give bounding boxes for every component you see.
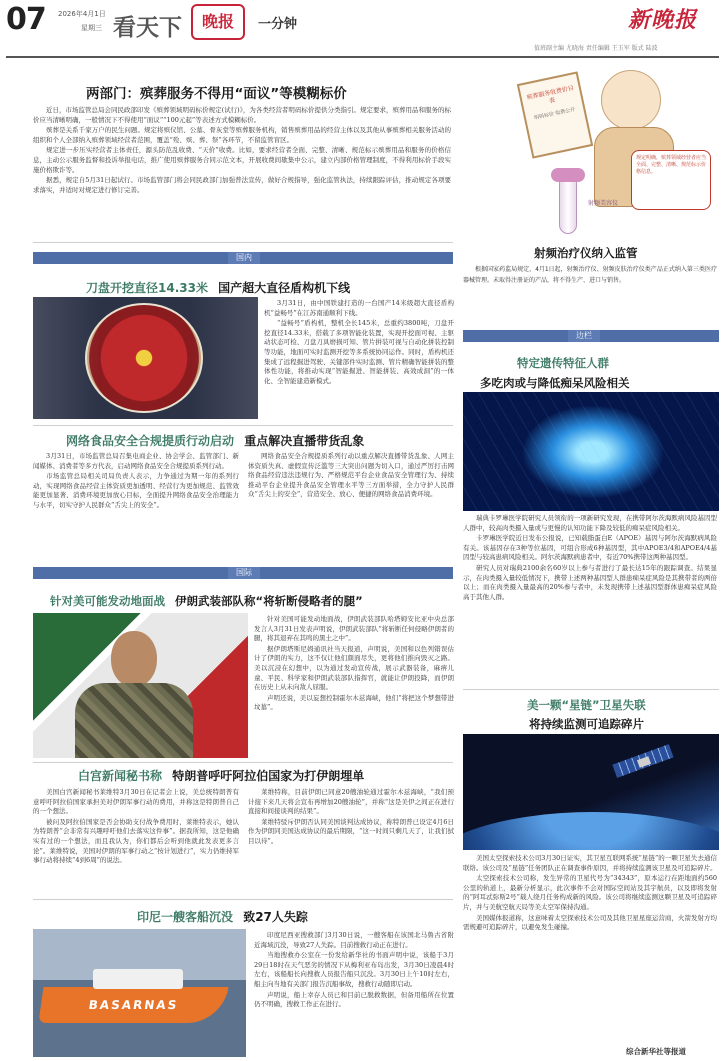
rf-device-label: 射频美容仪 bbox=[588, 200, 619, 207]
article-4-para: 市场监管总局相关司局负责人表示，力争通过为期一年的系列行动，实现网络食品经营主体资质更加透明、经营行为更加规范、监管效能更加显著、消费环境更加放心目标，全面提升网络食品安全治理能力与水平，切实守护人民群众“舌尖上的安全”。 bbox=[33, 472, 239, 509]
article-divider bbox=[33, 425, 453, 426]
article-7-para: 当地搜救办公室在一份发给新华社的书面声明中说，该船于3月29日18时在天气恶劣的情况下从梅利亚布岛出发，3月30日凌晨4时左右，该船船长向搜救人员报告船只沉没。3月30日上午10时左右，船主向当地有关部门报告沉船事故，搜救行动随即启动。 bbox=[254, 951, 454, 988]
header-divider bbox=[6, 56, 719, 58]
article-7-para: 印度尼西亚搜救部门3月30日说，一艘客船在该国北马鲁古省附近海域沉没，导致27人失踪。目前搜救行动正在进行。 bbox=[254, 931, 454, 949]
page-number: 07 bbox=[6, 2, 46, 37]
article-6-title bbox=[78, 767, 364, 784]
tbm-frame bbox=[33, 297, 258, 419]
article-9-para: 美国太空探索技术公司3月30日证实，其卫星互联网系统“星链”的一颗卫星失去通信联络。该公司及“星链”任务团队正在调查事件原因，并将持续监测该卫星及可追踪碎片。 bbox=[463, 854, 717, 872]
article-6-para: 莱维特驳斥伊朗否认同美国谈判达成协议，称特朗普已设定4月6日作为伊朗同美国达成协议的最后期限，“这一时间只剩几天了，让我们拭目以待”。 bbox=[248, 817, 454, 845]
article-7-title-lead: 印尼一艘客船沉没 bbox=[137, 910, 234, 924]
rf-device-head bbox=[551, 168, 585, 182]
article-4-body-right bbox=[248, 452, 454, 501]
article-2-para: 根据国家药监局规定，4月1日起，射频治疗仪、射频皮肤治疗仪类产品正式纳入第三类医疗器械管理。未取得注册证的产品，将不得生产、进口与销售。 bbox=[463, 266, 717, 284]
satellite-image bbox=[463, 734, 719, 850]
article-8-body bbox=[463, 514, 717, 603]
tbm-photo bbox=[33, 297, 258, 419]
article-9-title-main: 将持续监测可追踪碎片 bbox=[529, 717, 644, 731]
issue-date: 2026年4月1日 bbox=[58, 10, 106, 18]
section-stamp-text: 晚报 bbox=[201, 12, 234, 31]
article-9-para: 太空探索技术公司称，发生异常的卫星代号为“34343”，原本运行在距地面约560公里的轨道上，最新分析显示，此次事件不会对国际空间站及其宇航员，以及即将发射的“阿耳忒弥斯2号”载人绕月任务构成新的风险。该公司将继续监测这颗卫星及可追踪碎片，并与美航空航天局等美太空军保持沟通。 bbox=[463, 874, 717, 911]
spokesman-head bbox=[111, 631, 157, 687]
article-8-title-lead: 特定遗传特征人群 bbox=[517, 356, 609, 370]
article-3-para: 3月31日，由中国铁建打造的一台国产14米级超大直径盾构机“益畅号”在江苏南通顺利下线。 bbox=[264, 299, 454, 317]
article-8-para: 卡罗琳医学院近日发布公报说，已知载脂蛋白E（APOE）基因与阿尔茨海默病风险有关。该基因存在3种等位基因，可组合形成6种基因型，其中APOE3/4和APOE4/4基因型与较高患病风险相关。阿尔茨海默病患者中，有近70%携带这两种基因型。 bbox=[463, 534, 717, 562]
article-divider bbox=[33, 242, 453, 243]
article-2-body bbox=[463, 265, 717, 287]
sidebar-banner-label: 边栏 bbox=[568, 330, 600, 342]
article-7-para: 声明说，船上幸存人员已和目前已脱救数据，但备用船所在位置仍不明确，搜救工作正在进行。 bbox=[254, 990, 454, 1009]
rescue-boat-cabin bbox=[93, 969, 183, 989]
article-4-title-lead: 网络食品安全合规提质行动启动 bbox=[66, 434, 235, 448]
article-7-title-main: 致27人失踪 bbox=[243, 910, 308, 924]
international-banner-label: 国际 bbox=[228, 567, 260, 579]
article-8-para: 研究人员对瑞典2100余名60岁以上参与者进行了最长达15年的跟踪调查。结果显示，在肉类摄入量较低情况下，携带上述两种基因型人群患痴呆症风险是其携带者的两倍以上；而在肉类摄入量最高的20%参与者中，未发现携带上述基因型群体患痴呆症风险高于其他人群。 bbox=[463, 563, 717, 601]
brain-network bbox=[463, 392, 719, 511]
article-6-title-main: 特朗普呼吁阿拉伯国家为打伊朗埋单 bbox=[172, 769, 365, 783]
article-5-title bbox=[50, 593, 363, 609]
article-4-body-left bbox=[33, 452, 239, 512]
article-3-para: “益畅号”盾构机，整机全长145米，总重约3800吨，刀盘开挖直径14.33米，搭载了多项智能化装置，实现开挖面可视、主驱动状态可检、刀盘刀具磨损可知、管片拼装可视与自动化拼装控制等功能，地面可实时监测开挖等多系统协同运作。同时，盾构机还集成了远程掘进驾驶、关键部件实时监测、管片精确智能拼装的整体性功能，将推动实现“智能掘进、智能拼装、高效成洞”的一体化、全智能建造新模式。 bbox=[264, 319, 454, 385]
brain-image bbox=[463, 392, 719, 511]
article-1-para: 近日，市场监管总局会同民政部印发《殡葬领域明码标价规定(试行)》，为各类经营者明码标价提供分类指引。规定要求，殡葬用品和服务的标价应当清晰明确，一般情况下不得使用“面议”“100元起”等表述方式模糊标价。 bbox=[33, 106, 451, 124]
spokesman-uniform bbox=[75, 683, 193, 758]
article-4-title-main: 重点解决直播带货乱象 bbox=[244, 434, 365, 448]
article-5-title-lead: 针对美可能发动地面战 bbox=[50, 594, 165, 608]
newspaper-logo: 新晚报 bbox=[628, 7, 698, 33]
editor-credits: 值班副主编 尤晓海 责任编辑 王玉军 版式 陆波 bbox=[534, 45, 658, 52]
article-divider bbox=[33, 762, 453, 763]
article-1-body bbox=[33, 106, 451, 196]
article-7-body bbox=[254, 931, 454, 1011]
article-3-body bbox=[264, 299, 454, 387]
domestic-banner-label: 国内 bbox=[228, 252, 260, 264]
article-4-para: 网络食品安全合规提质系列行动以重点解决直播带货乱象、人网主体资质失真、虚假宣传泛滥等三大突出问题为切入口，通过严厉打击网络食品经营违法违规行为、严格规范平台企业食品安全管理行为、持续推动平台企业提升食品安全管理水平等三方面举措，全力守护人民群众“舌尖上的安全”，营造安全、放心、便捷的网络食品消费环境。 bbox=[248, 452, 454, 499]
article-6-para: 美国白宫新闻秘书莱维特3月30日在记者会上说，美总统特朗普有意呼吁阿拉伯国家承担美对伊朗军事行动的费用，并称这是特朗普自己的一个想法。 bbox=[33, 788, 239, 816]
article-5-para: 据伊朗塔斯尼姆通讯社当天报道，声明说，美国和以色列错误估计了伊朗的实力，这不仅让他们颜面尽失，更将他们推向毁灭之路。美以沉浸在幻想中，以为通过发动宣传战，展示武器装备，麻痹儿童、平民、科学家和伊朗武装部队指挥官，就能让伊朗投降，而伊朗在历史上从未向敌人屈服。 bbox=[254, 644, 454, 692]
article-divider bbox=[33, 899, 453, 900]
footer-source: 综合新华社等报道 bbox=[626, 1047, 686, 1056]
article-1-para: 殡葬是关系千家万户的民生问题。规定将殡仪馆、公墓、骨灰堂等殡葬服务机构，销售殡葬用品的经营主体以及其他从事殡葬相关服务活动的组织和个人全部纳入殡葬领域经营者范围，覆盖“殓、殡、葬、祭”各环节，不留监管盲区。 bbox=[33, 126, 451, 144]
article-5-para: 声明还说，美以妄想控制霍尔木兹海峡，他们“将把这个梦想带进坟墓”。 bbox=[254, 693, 454, 712]
article-6-para: 被问及阿拉伯国家是否会协助支付战争费用时，莱维特表示，她认为特朗普“会非常有兴趣呼吁他们去落实这件事”。据我所知，这是他确实有过的一个想法，而且我认为，你们都后会听到他就此发表更多言论”。莱维特说，美国对伊朗的军事行动之“按计划进行”，实力仍维持军事行动将持续“4到6周”的说法。 bbox=[33, 817, 239, 865]
article-6-body bbox=[33, 788, 454, 895]
cartoon-price-board bbox=[517, 71, 593, 158]
article-5-body bbox=[254, 615, 454, 714]
article-3-title-main: 国产超大直径盾构机下线 bbox=[218, 281, 351, 295]
article-3-title bbox=[86, 279, 350, 296]
section-stamp bbox=[191, 4, 245, 40]
article-3-title-lead: 刀盘开挖直径14.33米 bbox=[86, 281, 208, 295]
article-9-title-lead: 美一颗“星链”卫星失联 bbox=[527, 698, 646, 712]
article-1-title: 两部门：殡葬服务不得用“面议”等模糊标价 bbox=[86, 86, 347, 102]
article-1-para: 据悉，规定自5月31日起试行。市场监管部门将会同民政部门加强普法宣传，做好合规指导，强化监管执法，持续跟踪评估，推动规定各项要求落实，并适时对规定进行修订完善。 bbox=[33, 176, 451, 194]
cartoon-figure bbox=[601, 70, 661, 130]
article-9-body bbox=[463, 854, 717, 934]
article-8-para: 瑞典卡罗琳医学院研究人员领衔的一项新研究发现，在携带阿尔茨海默病风险基因型人群中，较高肉类摄入量或与更慢的认知功能下降及较低的痴呆症风险相关。 bbox=[463, 514, 717, 532]
rescue-boat-hull bbox=[38, 987, 228, 1023]
article-6-title-lead: 白宫新闻秘书称 bbox=[78, 769, 163, 783]
article-2-title: 射频治疗仪纳入监管 bbox=[534, 246, 638, 260]
spokesman-photo bbox=[33, 613, 248, 758]
header-bar bbox=[0, 0, 725, 60]
article-divider bbox=[463, 689, 719, 690]
article-8-title-main: 多吃肉或与降低痴呆风险相关 bbox=[480, 376, 630, 390]
rescue-boat-photo bbox=[33, 929, 246, 1057]
article-4-para: 3月31日，市场监管总局召集电商企业、协会学会、监管部门、新闻媒体、消费者等多方代表，启动网络食品安全合规提质系列行动。 bbox=[33, 452, 239, 470]
article-7-title bbox=[137, 908, 308, 925]
earth-horizon bbox=[463, 812, 719, 850]
article-9-para: 美国媒体报道称，这意味着太空探索技术公司及其他卫星星座运营商，火箭发射方均需规避可追踪碎片，以避免发生碰撞。 bbox=[463, 913, 717, 932]
article-4-title bbox=[66, 432, 364, 449]
issue-weekday: 星期三 bbox=[81, 24, 102, 32]
rescue-boat-name: BASARNAS bbox=[87, 998, 180, 1012]
cartoon-bubble-text: 规定明确，殡葬领域经营者应当全面、完整、清晰、规范标示价格信息。 bbox=[636, 155, 707, 175]
section-title: 看天下 bbox=[113, 15, 182, 41]
article-5-para: 针对美国可能发动地面战，伊朗武装部队哈塔姆安比亚中央总部发言人3月31日发表声明说，伊朗武装部队“将斩断任何侵略伊朗者的腿，将其退弃在其鸣的黑土之中”。 bbox=[254, 615, 454, 643]
cartoon-board-subtitle: 明码标价 收费公开 bbox=[533, 106, 576, 122]
article-5-title-main: 伊朗武装部队称“将斩断侵略者的腿” bbox=[175, 594, 363, 608]
cartoon-board-title: 殡葬服务收费价目表 bbox=[526, 84, 575, 105]
rf-device-photo bbox=[463, 168, 719, 238]
section-slogan: 一分钟 bbox=[258, 17, 298, 32]
article-6-para: 莱维特称，目前伊朗已同意20艘油轮通过霍尔木兹海峡，“我们预计接下来几天将会宣布再增加20艘油轮”，并称“这是美伊之间正在进行直接和间接谈判的结果”。 bbox=[248, 788, 454, 816]
article-1-para: 规定进一步压实经营者主体责任，源头防范乱收费、“天价”收费。比如，要求经营者全面、完整、清晰、规范标示殡葬用品和服务的价格信息，主动公示服务监督和投诉举报电话，推广使用殡葬服务合同示范文本，开展收费间歇集中公示，建立内部价格管理制度，不得利用标价手段实施价格欺诈等。 bbox=[33, 146, 451, 174]
